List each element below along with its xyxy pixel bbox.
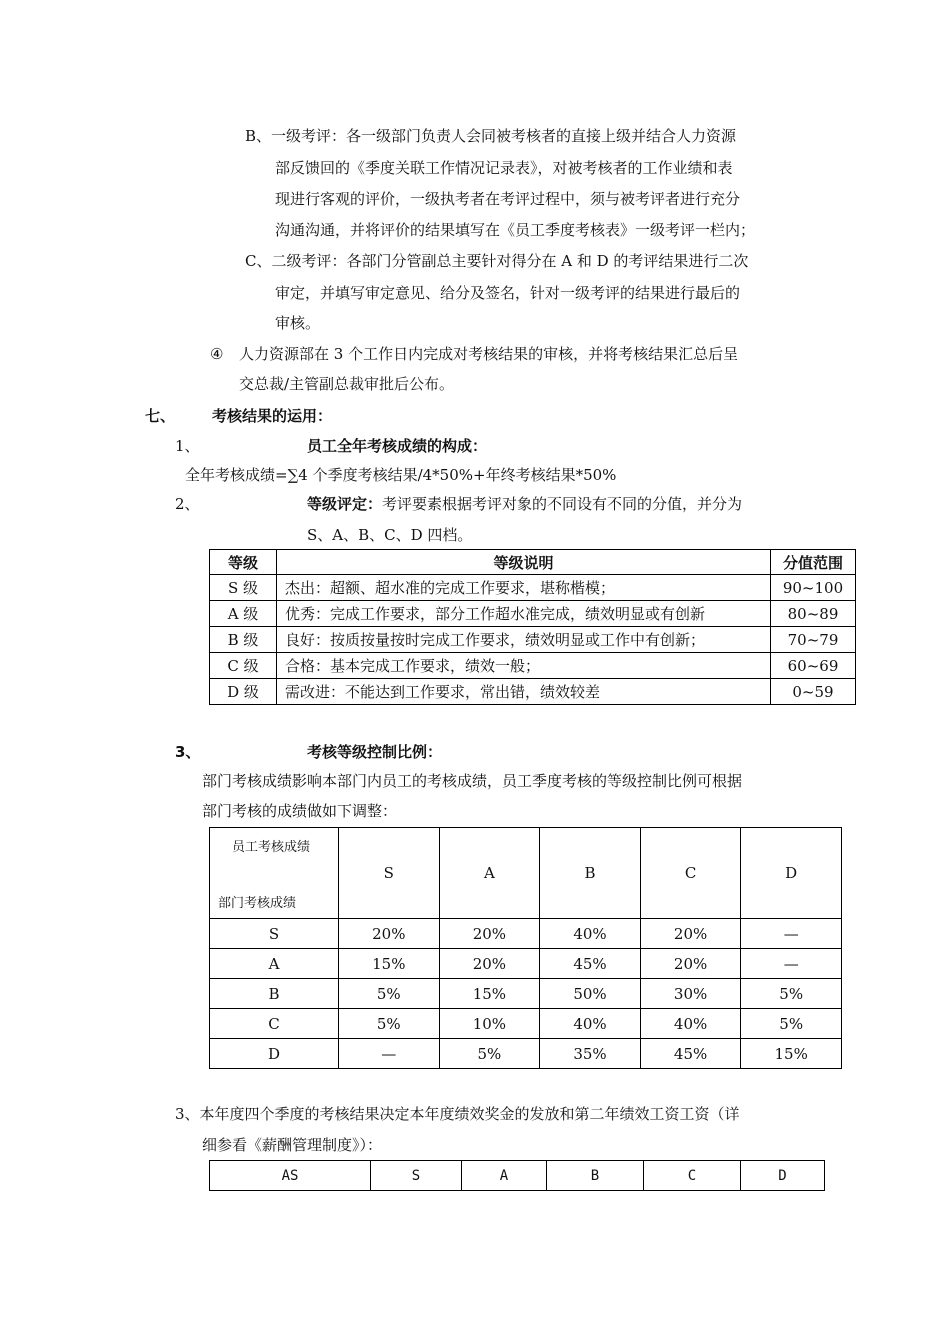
- ratio-cell: 45%: [540, 949, 641, 979]
- section7-title: 考核结果的运用：: [212, 407, 333, 425]
- item3-line-2: 部门考核的成绩做如下调整：: [202, 802, 398, 820]
- ratio-row-label: A: [210, 949, 339, 979]
- table-row: [210, 949, 842, 979]
- ratio-cell: 10%: [439, 1009, 540, 1039]
- grade-range: 90~100: [771, 575, 856, 601]
- grade-table-header: [210, 550, 856, 575]
- ratio-row-label: C: [210, 1009, 339, 1039]
- item2-number: 2、: [175, 495, 200, 513]
- bonus-col-header: C: [644, 1161, 741, 1191]
- ratio-cell: 5%: [339, 1009, 440, 1039]
- ratio-cell: 5%: [741, 979, 842, 1009]
- ratio-row-label: B: [210, 979, 339, 1009]
- para-b-line-2: 部反馈回的《季度关联工作情况记录表》，对被考核者的工作业绩和表: [275, 159, 733, 177]
- ratio-cell: 20%: [439, 919, 540, 949]
- para-b-line-3: 现进行客观的评价，一级执考者在考评过程中，须与被考评者进行充分: [275, 190, 741, 208]
- table-row: [210, 575, 856, 601]
- table-row: [210, 679, 856, 705]
- grade-level: A 级: [210, 601, 277, 627]
- para-b-line-4: 沟通沟通，并将评价的结果填写在《员工季度考核表》一级考评一栏内；: [275, 221, 756, 239]
- grade-header-desc: 等级说明: [277, 550, 771, 575]
- grade-level: D 级: [210, 679, 277, 705]
- ratio-cell: 30%: [640, 979, 741, 1009]
- grade-desc: 需改进：不能达到工作要求，常出错，绩效较差: [277, 679, 771, 705]
- item2-body: [307, 494, 742, 514]
- section7-number: 七、: [145, 407, 176, 425]
- item1-formula: 全年考核成绩=∑4 个季度考核结果/4*50%+年终考核结果*50%: [185, 466, 617, 484]
- grade-desc: 杰出：超额、超水准的完成工作要求，堪称楷模；: [277, 575, 771, 601]
- grade-header-range: 分值范围: [771, 550, 856, 575]
- bonus-col-header: D: [741, 1161, 825, 1191]
- bonus-col-header: S: [371, 1161, 462, 1191]
- item3-line-1: 部门考核成绩影响本部门内员工的考核成绩，员工季度考核的等级控制比例可根据: [202, 772, 743, 790]
- ratio-table: [209, 827, 842, 1069]
- para-c-line-3: 审核。: [275, 314, 321, 332]
- item4-line-1: 人力资源部在 3 个工作日内完成对考核结果的审核，并将考核结果汇总后呈: [239, 345, 739, 363]
- grade-level: B 级: [210, 627, 277, 653]
- grade-table: [209, 549, 856, 705]
- ratio-cell: 50%: [540, 979, 641, 1009]
- ratio-cell: 5%: [339, 979, 440, 1009]
- item2-text: 考评要素根据考评对象的不同设有不同的分值，并分为: [382, 495, 743, 513]
- grade-desc: 优秀：完成工作要求，部分工作超水准完成，绩效明显或有创新: [277, 601, 771, 627]
- bonus-col-header: B: [547, 1161, 644, 1191]
- table-row: [210, 1161, 825, 1191]
- ratio-cell: 40%: [540, 1009, 641, 1039]
- ratio-row-label: D: [210, 1039, 339, 1069]
- grade-range: 70~79: [771, 627, 856, 653]
- item2-title: 等级评定：: [307, 495, 383, 513]
- ratio-cell: —: [741, 949, 842, 979]
- ratio-cell: 20%: [339, 919, 440, 949]
- grade-range: 0~59: [771, 679, 856, 705]
- bonus-col-header: A: [462, 1161, 547, 1191]
- grade-level: C 级: [210, 653, 277, 679]
- table-row: [210, 653, 856, 679]
- ratio-cell: 15%: [339, 949, 440, 979]
- ratio-col-header: S: [339, 828, 440, 919]
- ratio-cell: 20%: [439, 949, 540, 979]
- ratio-row-label: S: [210, 919, 339, 949]
- ratio-header-row: [210, 828, 842, 919]
- item4-marker: ④: [210, 345, 224, 363]
- ratio-corner-cell: [210, 828, 339, 919]
- ratio-cell: 5%: [741, 1009, 842, 1039]
- ratio-cell: 40%: [540, 919, 641, 949]
- grade-desc: 合格：基本完成工作要求，绩效一般；: [277, 653, 771, 679]
- item3b-line-1: 3、本年度四个季度的考核结果决定本年度绩效奖金的发放和第二年绩效工资工资（详: [175, 1105, 740, 1123]
- ratio-corner-top: 员工考核成绩: [232, 840, 311, 855]
- grade-range: 60~69: [771, 653, 856, 679]
- ratio-cell: 15%: [741, 1039, 842, 1069]
- ratio-cell: —: [741, 919, 842, 949]
- table-row: [210, 601, 856, 627]
- grade-desc: 良好：按质按量按时完成工作要求，绩效明显或工作中有创新；: [277, 627, 771, 653]
- para-c-line-1: C、二级考评：各部门分管副总主要针对得分在 A 和 D 的考评结果进行二次: [245, 252, 749, 270]
- grade-range: 80~89: [771, 601, 856, 627]
- ratio-col-header: C: [640, 828, 741, 919]
- grade-level: S 级: [210, 575, 277, 601]
- ratio-col-header: D: [741, 828, 842, 919]
- bonus-col-header: AS: [210, 1161, 371, 1191]
- ratio-cell: —: [339, 1039, 440, 1069]
- para-c-line-2: 审定，并填写审定意见、给分及签名，针对一级考评的结果进行最后的: [275, 284, 741, 302]
- item3b-line-2: 细参看《薪酬管理制度》）：: [202, 1136, 383, 1154]
- ratio-cell: 5%: [439, 1039, 540, 1069]
- ratio-col-header: A: [439, 828, 540, 919]
- table-row: [210, 1039, 842, 1069]
- ratio-cell: 20%: [640, 949, 741, 979]
- ratio-cell: 20%: [640, 919, 741, 949]
- ratio-cell: 35%: [540, 1039, 641, 1069]
- item1-title: 员工全年考核成绩的构成：: [307, 437, 488, 455]
- ratio-cell: 40%: [640, 1009, 741, 1039]
- table-row: [210, 919, 842, 949]
- ratio-col-header: B: [540, 828, 641, 919]
- ratio-cell: 45%: [640, 1039, 741, 1069]
- ratio-cell: 15%: [439, 979, 540, 1009]
- para-b-line-1: B、一级考评：各一级部门负责人会同被考核者的直接上级并结合人力资源: [245, 127, 737, 145]
- item3-title: 考核等级控制比例：: [307, 743, 443, 761]
- table-row: [210, 627, 856, 653]
- item1-number: 1、: [175, 437, 200, 455]
- item2-text2: S、A、B、C、D 四档。: [307, 526, 473, 544]
- item3-number: 3、: [175, 743, 201, 761]
- ratio-corner-bottom: 部门考核成绩: [218, 896, 297, 911]
- item4-line-2: 交总裁/主管副总裁审批后公布。: [239, 375, 455, 393]
- bonus-table: [209, 1160, 825, 1191]
- table-row: [210, 979, 842, 1009]
- table-row: [210, 1009, 842, 1039]
- grade-header-level: 等级: [210, 550, 277, 575]
